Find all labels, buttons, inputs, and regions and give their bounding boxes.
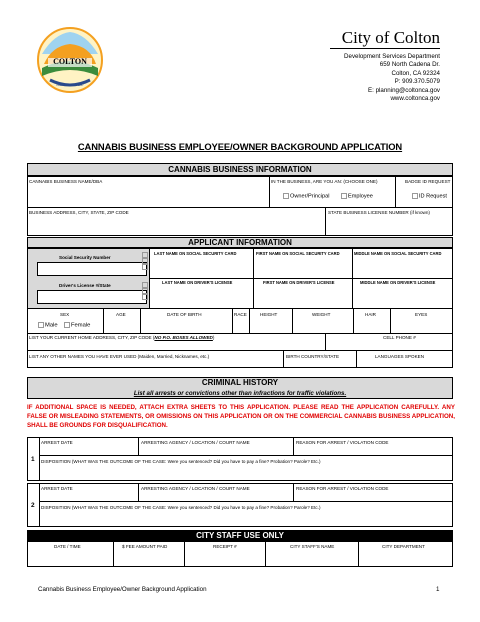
dept-name: Development Services Department — [344, 53, 440, 60]
entry-number-2: 2 — [31, 502, 35, 509]
business-name-label: CANNABIS BUSINESS NAME/DBA — [29, 179, 103, 184]
hair-label: HAIR — [365, 312, 376, 317]
email-address[interactable]: E: planning@coltonca.gov — [368, 86, 440, 94]
ssn-input[interactable] — [37, 262, 147, 276]
checkbox-icon[interactable] — [64, 322, 70, 328]
seal-text: COLTON — [53, 57, 87, 66]
footer-title: Cannabis Business Employee/Owner Background Application — [38, 586, 207, 593]
phone-number: P: 909.370.5079 — [394, 78, 440, 86]
arrest-date-label-2: ARREST DATE — [41, 486, 73, 491]
entry-number-1: 1 — [31, 456, 35, 463]
owner-checkbox[interactable] — [283, 193, 329, 199]
disqualification-warning: IF ADDITIONAL SPACE IS NEEDED, ATTACH EXTRA SHEETS TO THIS APPLICATION. PLEASE READ THE APPLICATION CAREFULLY. ANY FALSE OR MISLEADING STATEMENTS, OR OMISSIONS ON THIS APPLICATION OR ON THE COMMERCIAL CANNABIS BUSINESS APPLICATION, SHALL BE GROUNDS FOR DISQUALIFICATION. — [27, 404, 455, 429]
disposition-label-1: DISPOSITION (WHAT WAS THE OUTCOME OF THE CASE: Were you sentenced? Did you have to pay a fine? Probation? Parole? Etc.) — [41, 459, 321, 464]
dl-label: Driver's License #/State — [59, 283, 111, 288]
role-label: IN THE BUSINESS, ARE YOU AN: (CHOOSE ONE) — [271, 179, 378, 184]
sex-label: SEX — [60, 312, 70, 317]
birth-country-label: BIRTH COUNTRY/STATE — [286, 354, 340, 359]
staff-section-heading: CITY STAFF USE ONLY — [27, 530, 453, 541]
middle-name-ssn-label: MIDDLE NAME ON SOCIAL SECURITY CARD — [354, 251, 442, 256]
last-name-ssn-label: LAST NAME ON SOCIAL SECURITY CARD — [154, 251, 237, 256]
agency-label-2: ARRESTING AGENCY / LOCATION / COURT NAME — [141, 486, 250, 491]
badge-checkbox[interactable] — [412, 193, 447, 199]
city-seal-logo — [34, 24, 106, 96]
form-title: CANNABIS BUSINESS EMPLOYEE/OWNER BACKGROUND APPLICATION — [77, 141, 403, 152]
owner-option-label: Owner/Principal — [290, 193, 330, 200]
badge-label: BADGE ID REQUEST — [405, 179, 451, 184]
race-label: RACE — [234, 312, 247, 317]
business-address-label: BUSINESS ADDRESS, CITY, STATE, ZIP CODE — [29, 210, 129, 215]
eyes-label: EYES — [415, 312, 428, 317]
receipt-label: RECEIPT # — [213, 544, 237, 549]
female-checkbox[interactable] — [64, 322, 90, 329]
cell-phone-label: CELL PHONE # — [383, 335, 416, 340]
reason-label-2: REASON FOR ARREST / VIOLATION CODE — [296, 486, 389, 491]
reason-label-1: REASON FOR ARREST / VIOLATION CODE — [296, 440, 389, 445]
checkbox-icon[interactable] — [341, 193, 347, 199]
employee-option-label: Employee — [348, 193, 373, 200]
disposition-label-2: DISPOSITION (WHAT WAS THE OUTCOME OF THE CASE: Were you sentenced? Did you have to pay a fine? Probation? Parole? Etc.) — [41, 505, 321, 510]
badge-option-label: ID Request — [419, 193, 447, 200]
height-label: HEIGHT — [260, 312, 278, 317]
middle-name-dl-label: MIDDLE NAME ON DRIVER'S LICENSE — [360, 280, 436, 285]
header-rule — [330, 48, 440, 49]
city-state-zip: Colton, CA 92324 — [391, 69, 440, 77]
arrest-date-label-1: ARREST DATE — [41, 440, 73, 445]
dl-mark-3 — [142, 294, 148, 300]
date-time-label: DATE / TIME — [54, 544, 81, 549]
website[interactable]: www.coltonca.gov — [390, 95, 440, 103]
dob-label: DATE OF BIRTH — [167, 312, 202, 317]
languages-label: LANGUAGES SPOKEN — [375, 354, 425, 359]
city-name: City of Colton — [341, 28, 440, 47]
checkbox-icon[interactable] — [412, 193, 418, 199]
department-label: CITY DEPARTMENT — [382, 544, 425, 549]
seal-subtext: INCORPORATED 1887 — [56, 84, 84, 87]
criminal-section-heading: CRIMINAL HISTORY — [201, 378, 279, 387]
age-label: AGE — [116, 312, 126, 317]
business-section-heading: CANNABIS BUSINESS INFORMATION — [27, 163, 453, 176]
agency-label-1: ARRESTING AGENCY / LOCATION / COURT NAME — [141, 440, 250, 445]
street-address: 659 North Cadena Dr. — [379, 61, 440, 69]
other-names-label: LIST ANY OTHER NAMES YOU HAVE EVER USED (Maiden, Married, Nicknames, etc.) — [29, 354, 210, 359]
last-name-dl-label: LAST NAME ON DRIVER'S LICENSE — [162, 280, 233, 285]
page-number: 1 — [436, 586, 440, 593]
header-address — [344, 53, 440, 103]
home-address-label: LIST YOUR CURRENT HOME ADDRESS, CITY, ZIP CODE (NO P.O. BOXES ALLOWED) — [29, 335, 215, 340]
fee-label: $ FEE AMOUNT PAID — [122, 544, 168, 549]
license-number-label: STATE BUSINESS LICENSE NUMBER (if known) — [328, 210, 430, 215]
ssn-mark-3 — [142, 264, 148, 270]
criminal-subheading: List all arrests or convictions other than infractions for traffic violations. — [133, 390, 347, 397]
checkbox-icon[interactable] — [38, 322, 44, 328]
female-label: Female — [71, 322, 91, 329]
dl-input[interactable] — [37, 290, 147, 304]
first-name-ssn-label: FIRST NAME ON SOCIAL SECURITY CARD — [256, 251, 340, 256]
applicant-section-heading: APPLICANT INFORMATION — [27, 237, 453, 248]
employee-checkbox[interactable] — [341, 193, 373, 199]
checkbox-icon[interactable] — [283, 193, 289, 199]
business-section — [27, 176, 453, 236]
first-name-dl-label: FIRST NAME ON DRIVER'S LICENSE — [263, 280, 335, 285]
ssn-label: Social Security Number — [59, 255, 111, 260]
weight-label: WEIGHT — [312, 312, 331, 317]
no-po-boxes-note: NO P.O. BOXES ALLOWED — [154, 335, 213, 340]
staff-name-label: CITY STAFF'S NAME — [290, 544, 335, 549]
male-checkbox[interactable] — [38, 322, 58, 329]
male-label: Male — [45, 322, 58, 329]
